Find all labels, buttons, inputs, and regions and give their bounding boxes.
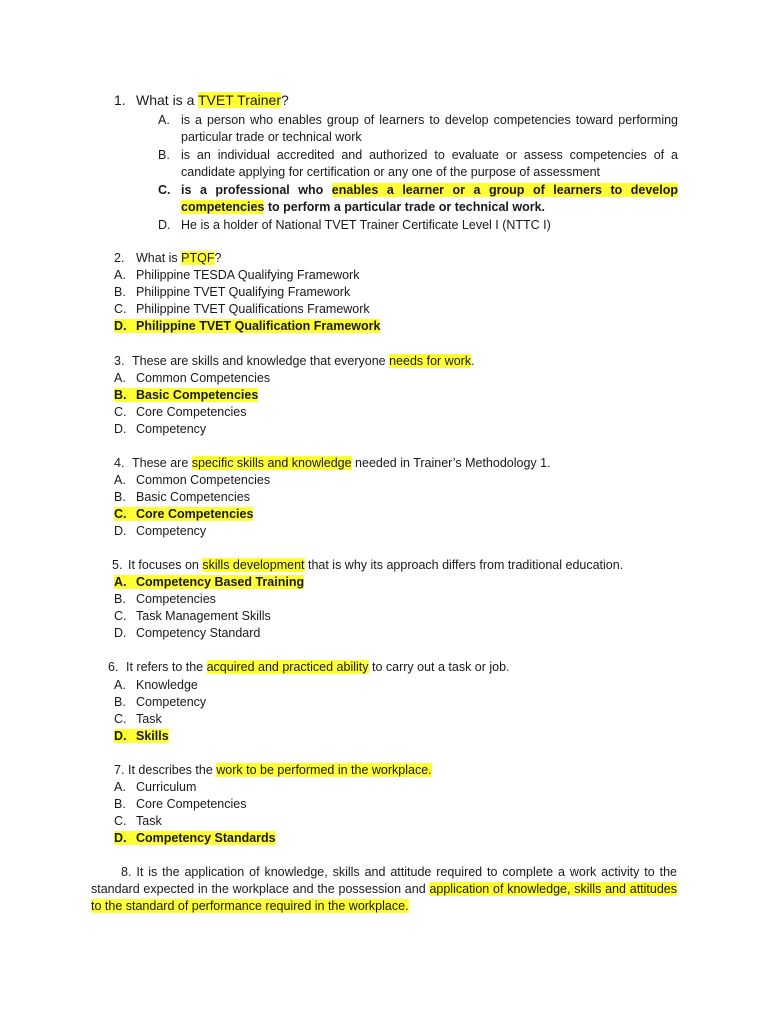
option-b: B. Competency: [114, 695, 207, 709]
question-stem: 4. These are specific skills and knowledge needed in Trainer’s Methodology 1.: [114, 456, 551, 470]
question-stem: 3. These are skills and knowledge that everyone needs for work.: [114, 354, 475, 368]
option-b: B. is an individual accredited and authorized to evaluate or assess competencies of a candidate applying for certification or any one of the purpose of assessment: [158, 148, 678, 179]
question-number: 7.: [114, 763, 125, 777]
question-7: [114, 762, 432, 779]
question-number: 8.: [121, 865, 132, 879]
question-number: 6.: [108, 660, 119, 674]
option-c-answer: C. is a professional who enables a learner or a group of learners to develop competencies to perform a particular trade or technical work.: [158, 183, 678, 214]
option-b: B. Basic Competencies: [114, 490, 250, 504]
question-7-options: [114, 779, 276, 847]
option-c: C. Task: [114, 814, 162, 828]
option-d-answer: D. Philippine TVET Qualification Framework: [114, 319, 381, 333]
option-d: D. He is a holder of National TVET Trainer Certificate Level I (NTTC I): [158, 218, 551, 232]
option-d-answer: D. Skills: [114, 729, 169, 743]
option-b: B. Philippine TVET Qualifying Framework: [114, 285, 351, 299]
question-8: 8. It is the application of knowledge, skills and attitude required to complete a work activity to the standard expected in the workplace and the possession and application of knowledge, skills and attitudes to the standard of performance required in the workplace.: [91, 865, 677, 913]
option-a: A. Curriculum: [114, 780, 197, 794]
option-a: A. is a person who enables group of learners to develop competencies toward performing particular trade or technical work: [158, 113, 678, 144]
question-5-options: [114, 574, 304, 642]
option-c: C. Philippine TVET Qualifications Framework: [114, 302, 370, 316]
highlight: acquired and practiced ability: [206, 660, 369, 674]
highlight: enables a learner or a group of learners to develop competencies: [181, 183, 678, 214]
question-1-options: [158, 112, 678, 235]
option-a: A. Knowledge: [114, 678, 198, 692]
question-2-options: [114, 267, 380, 335]
question-number: 3.: [114, 354, 125, 368]
question-2: [114, 250, 221, 267]
highlight: TVET Trainer: [198, 92, 281, 108]
option-c: C. Task: [114, 712, 162, 726]
option-a: A. Common Competencies: [114, 371, 271, 385]
option-a-answer: A. Competency Based Training: [114, 575, 305, 589]
option-b: B. Core Competencies: [114, 797, 247, 811]
highlight: skills development: [202, 558, 305, 572]
option-a: A. Common Competencies: [114, 473, 271, 487]
question-5: [112, 557, 623, 574]
option-b: B. Competencies: [114, 592, 216, 606]
question-3: [114, 353, 475, 370]
question-stem: 6. It refers to the acquired and practiced ability to carry out a task or job.: [108, 660, 510, 674]
option-c-answer: C. Core Competencies: [114, 507, 254, 521]
option-c: C. Core Competencies: [114, 405, 247, 419]
question-number: 1.: [114, 92, 126, 108]
highlight: needs for work: [389, 354, 472, 368]
option-b-answer: B. Basic Competencies: [114, 388, 259, 402]
question-number: 5.: [112, 558, 123, 572]
question-number: 4.: [114, 456, 125, 470]
highlight: application of knowledge, skills and attitudes to the standard of performance required in the workplace.: [91, 882, 677, 913]
question-4-options: [114, 472, 270, 540]
option-c: C. Task Management Skills: [114, 609, 271, 623]
question-stem: 2. What is PTQF?: [114, 251, 222, 265]
highlight: PTQF: [181, 251, 215, 265]
option-a: A. Philippine TESDA Qualifying Framework: [114, 268, 360, 282]
option-d: D. Competency Standard: [114, 626, 261, 640]
question-4: [114, 455, 551, 472]
question-3-options: [114, 370, 270, 438]
option-d-answer: D. Competency Standards: [114, 831, 276, 845]
question-number: 2.: [114, 251, 125, 265]
question-stem: 5. It focuses on skills development that is why its approach differs from traditional education.: [112, 558, 624, 572]
question-1-stem: 1. What is a TVET Trainer?: [114, 92, 289, 108]
highlight: specific skills and knowledge: [191, 456, 352, 470]
option-d: D. Competency: [114, 422, 207, 436]
highlight: work to be performed in the workplace.: [216, 763, 432, 777]
question-6-options: [114, 677, 206, 745]
question-stem: 7. It describes the work to be performed in the workplace.: [114, 763, 432, 777]
question-6: [108, 659, 510, 676]
option-d: D. Competency: [114, 524, 207, 538]
